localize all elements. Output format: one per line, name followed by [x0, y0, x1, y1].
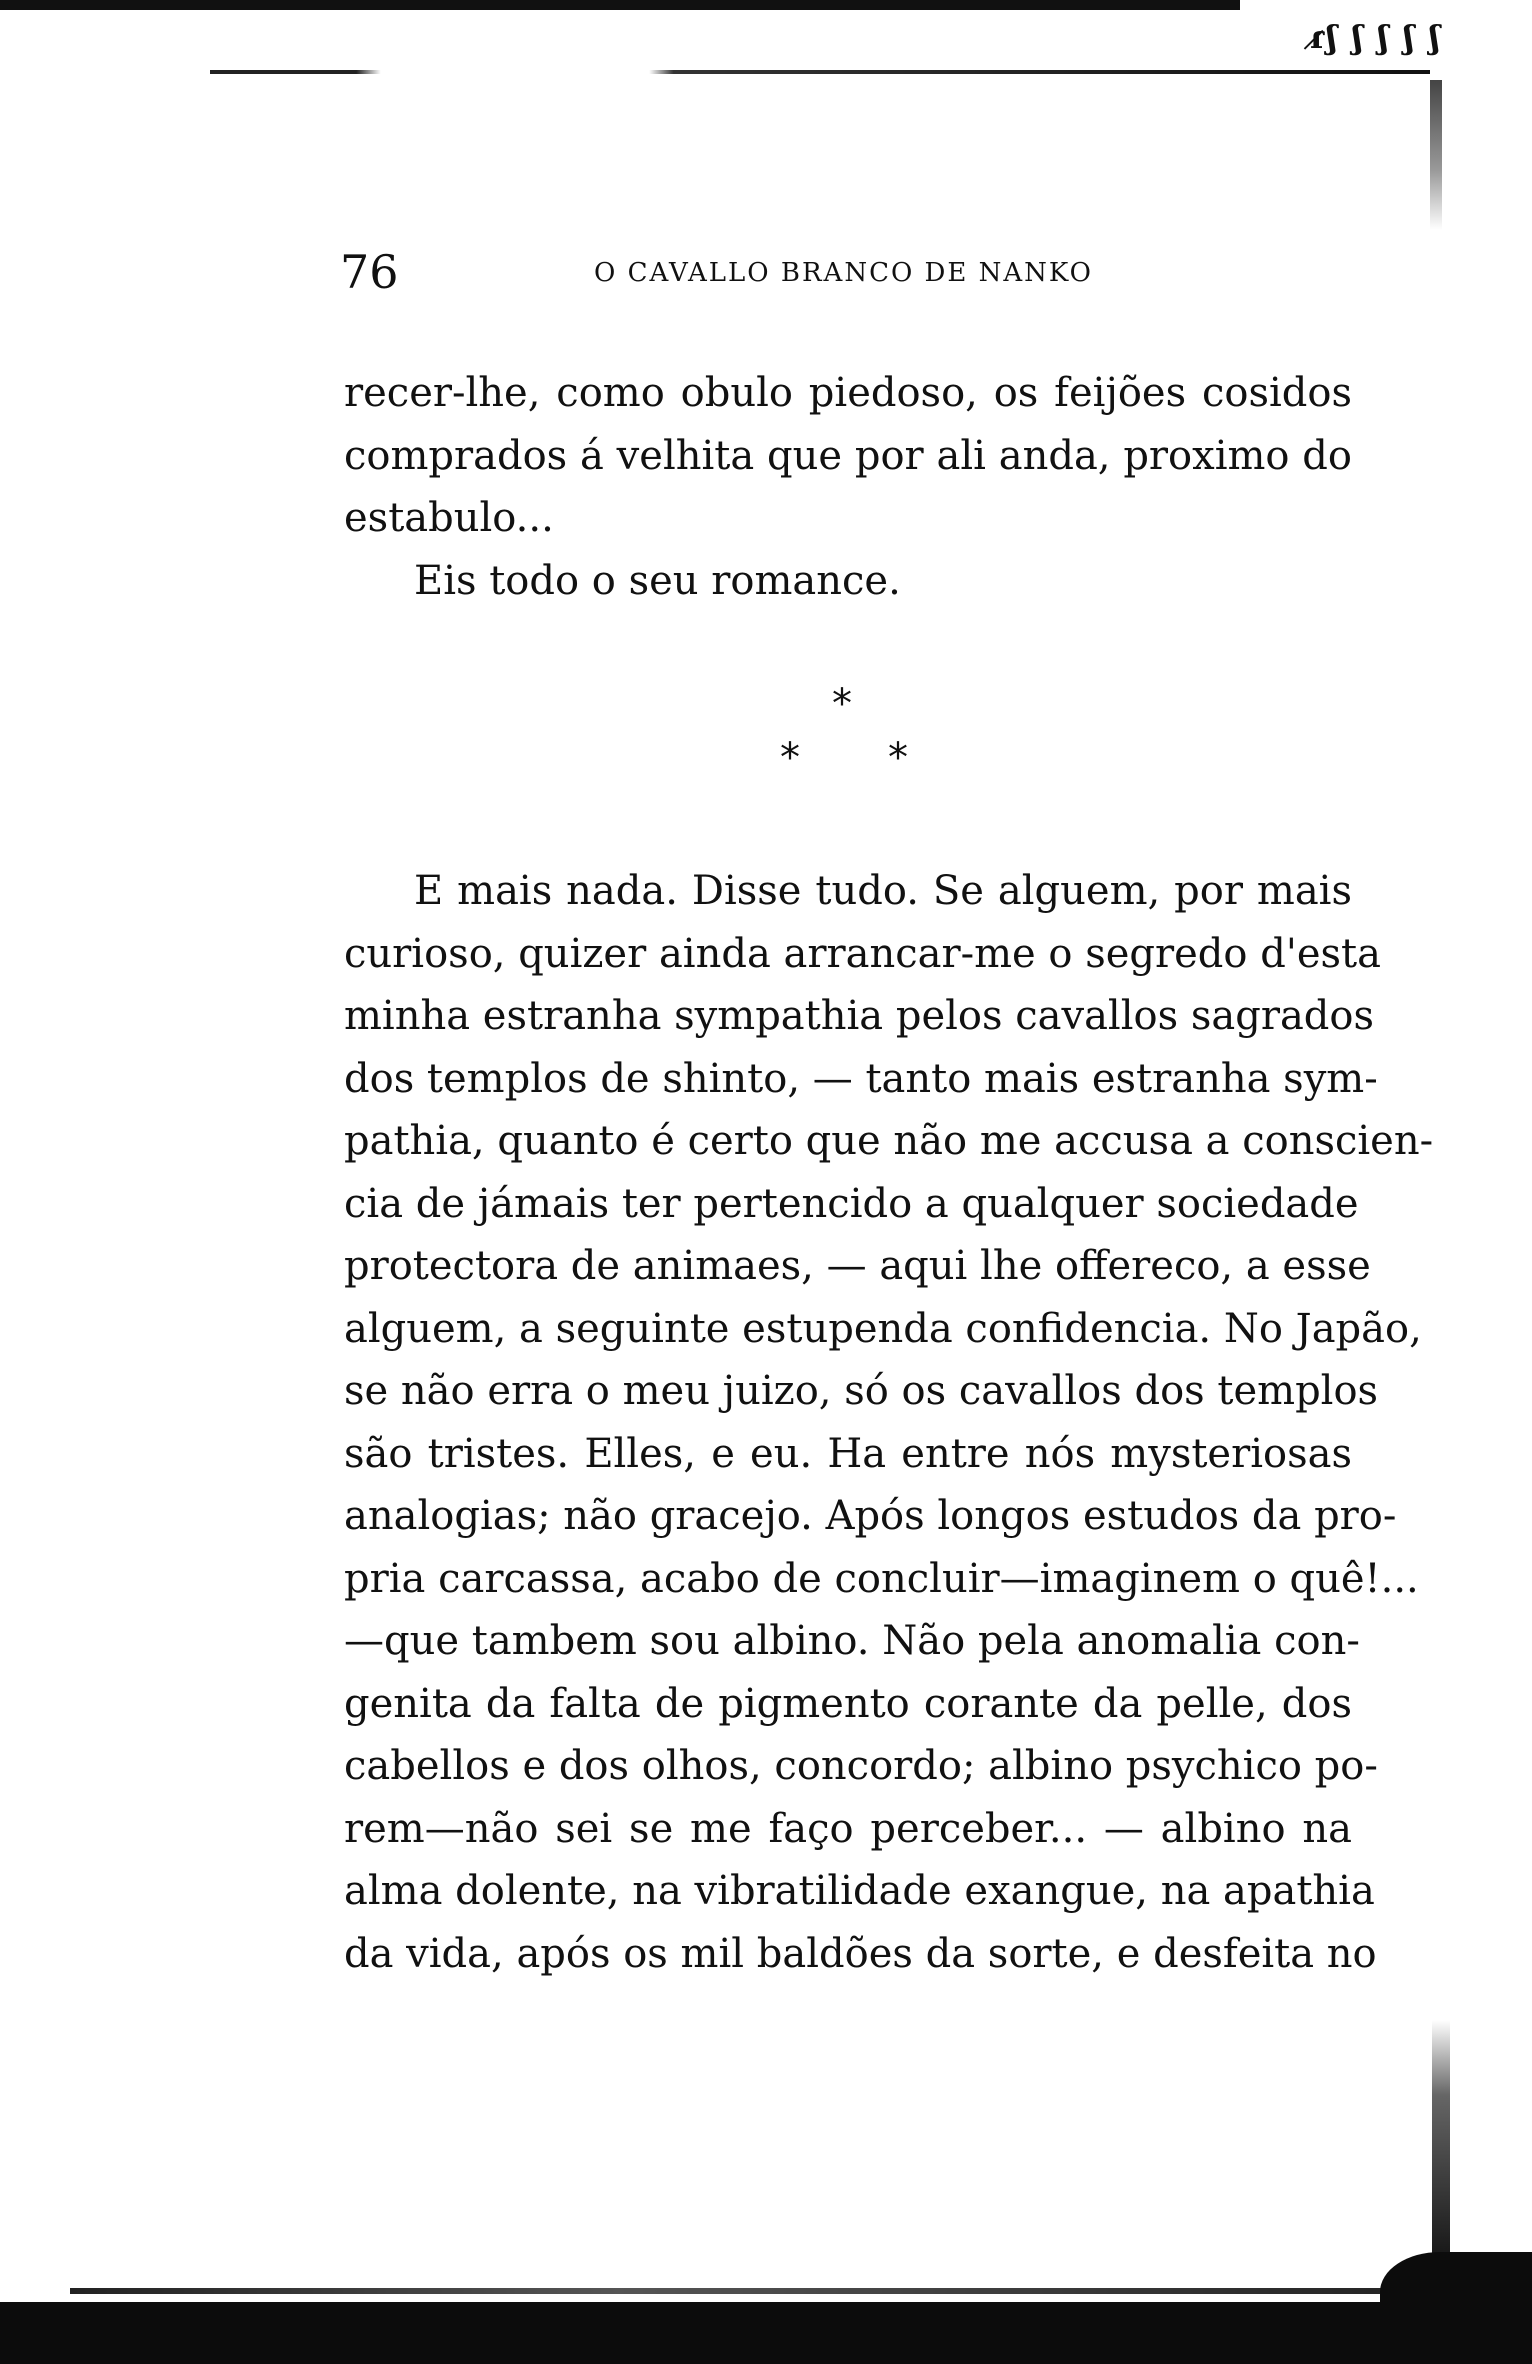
paragraph-line: recer-lhe, como obulo piedoso, os feijões cosidos [344, 370, 1352, 416]
paragraph-line: analogias; não gracejo. Após longos estudos da pro- [344, 1493, 1397, 1539]
running-title: O CAVALLO BRANCO DE NANKO [594, 258, 1093, 288]
running-head [340, 240, 1360, 304]
asterism-star-left: * [780, 735, 800, 781]
text-block-top [344, 362, 1352, 612]
asterism [770, 681, 930, 794]
paragraph-line: comprados á velhita que por ali anda, proximo do [344, 432, 1352, 479]
paragraph-line: curioso, quizer ainda arrancar-me o segredo d'esta [344, 930, 1381, 977]
scan-top-rule [210, 70, 1430, 74]
paragraph-line: se não erra o meu juizo, só os cavallos dos templos [344, 1368, 1379, 1414]
paragraph-line: cabellos e dos olhos, concordo; albino psychico po- [344, 1743, 1378, 1789]
scan-top-border [0, 0, 1240, 10]
paragraph-line: cia de jámais ter pertencido a qualquer sociedade [344, 1180, 1359, 1227]
paragraph-line: dos templos de shinto, — tanto mais estranha sym- [344, 1055, 1378, 1102]
paragraph-line: alma dolente, na vibratilidade exangue, na apathia [344, 1868, 1375, 1914]
scan-corner-marks: ɾ̷ʃ ʃ ʃ ʃ ʃ [1310, 18, 1442, 56]
scan-bottom-line [70, 2288, 1440, 2294]
paragraph-line: E mais nada. Disse tudo. Se alguem, por mais [414, 868, 1352, 914]
paragraph-line: Eis todo o seu romance. [414, 557, 901, 604]
paragraph-line: alguem, a seguinte estupenda confidencia. No Japão, [344, 1305, 1422, 1352]
paragraph-line: estabulo... [344, 495, 554, 541]
asterism-star-right: * [888, 735, 908, 781]
paragraph-line: são tristes. Elles, e eu. Ha entre nós mysteriosas [344, 1430, 1352, 1477]
paragraph-line: rem—não sei se me faço perceber... — albino na [344, 1805, 1352, 1852]
paragraph-line: da vida, após os mil baldões da sorte, e desfeita no [344, 1930, 1377, 1977]
text-block-main [344, 860, 1434, 1985]
paragraph-line: pathia, quanto é certo que não me accusa a conscien- [344, 1118, 1434, 1164]
paragraph-line: —que tambem sou albino. Não pela anomalia con- [344, 1618, 1360, 1664]
scan-right-edge-bottom [1432, 2020, 1450, 2270]
paragraph-line: minha estranha sympathia pelos cavallos sagrados [344, 993, 1374, 1039]
paragraph-line: genita da falta de pigmento corante da pelle, dos [344, 1680, 1352, 1727]
paragraph-line: pria carcassa, acabo de concluir—imaginem o quê!... [344, 1555, 1419, 1602]
scan-bottom-border [0, 2302, 1532, 2364]
asterism-star-top: * [832, 681, 852, 727]
page-number: 76 [340, 245, 399, 299]
scan-right-edge-top [1430, 80, 1442, 230]
paragraph-line: protectora de animaes, — aqui lhe offereco, a esse [344, 1243, 1371, 1289]
